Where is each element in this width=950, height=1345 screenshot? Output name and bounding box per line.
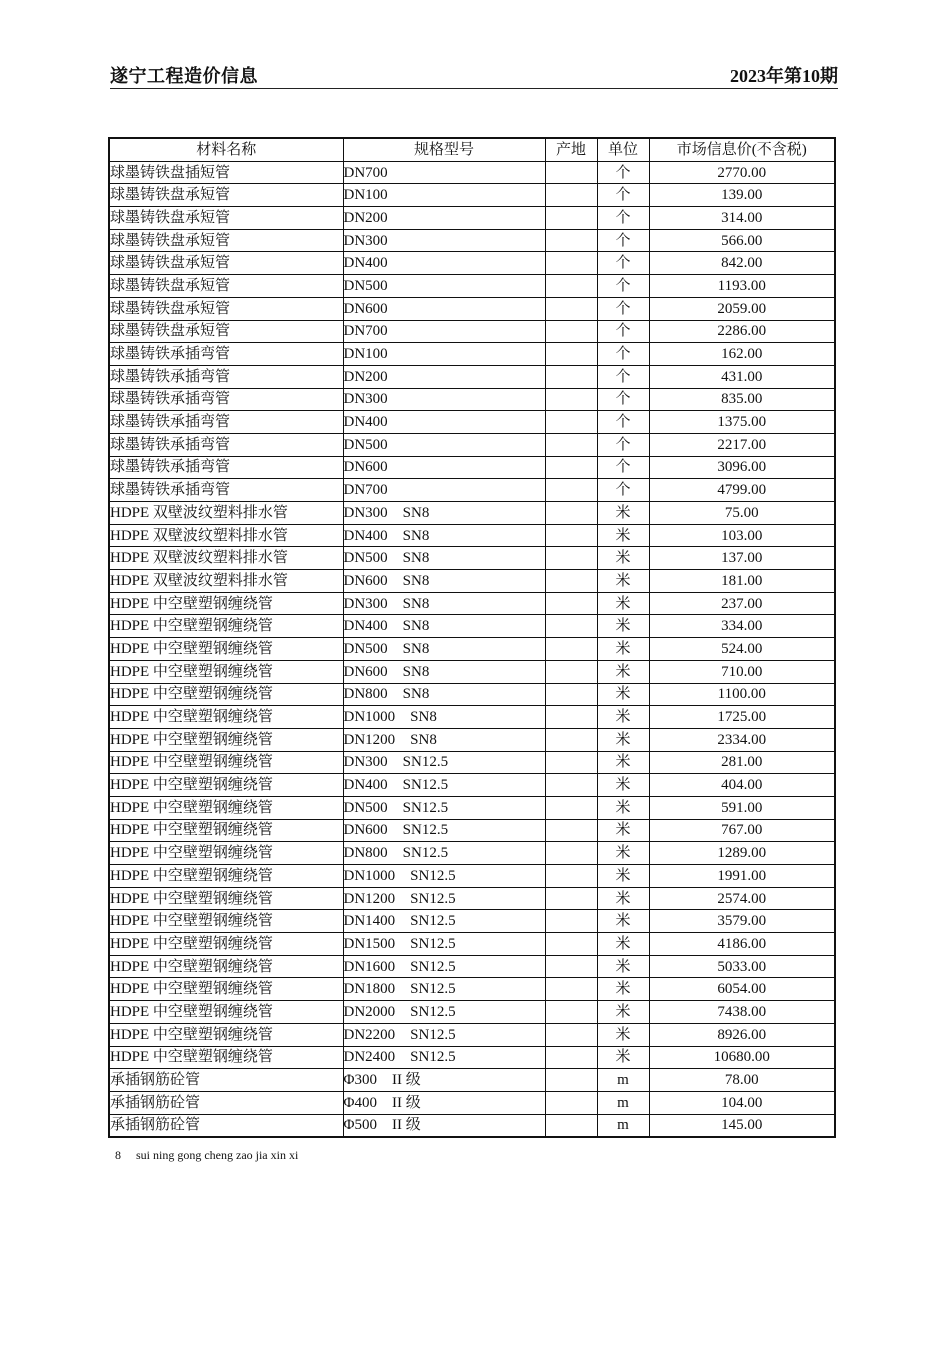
spec-cell: DN600 SN12.5: [343, 819, 545, 842]
origin-cell: [545, 252, 597, 275]
spec-cell: DN500: [343, 275, 545, 298]
price-cell: 2770.00: [649, 161, 835, 184]
table-row: [109, 343, 835, 366]
unit-cell: 米: [597, 1001, 649, 1024]
unit-cell: 米: [597, 502, 649, 525]
unit-cell: 个: [597, 297, 649, 320]
material-name-cell: 球墨铸铁盘承短管: [109, 229, 343, 252]
price-cell: 5033.00: [649, 955, 835, 978]
price-cell: 162.00: [649, 343, 835, 366]
table-row: [109, 910, 835, 933]
material-name-cell: 球墨铸铁盘承短管: [109, 275, 343, 298]
spec-cell: Φ300 II 级: [343, 1069, 545, 1092]
spec-cell: DN2400 SN12.5: [343, 1046, 545, 1069]
material-name-cell: HDPE 中空壁塑钢缠绕管: [109, 978, 343, 1001]
material-name-cell: HDPE 中空壁塑钢缠绕管: [109, 728, 343, 751]
price-cell: 591.00: [649, 796, 835, 819]
spec-cell: DN700: [343, 320, 545, 343]
material-name-cell: HDPE 中空壁塑钢缠绕管: [109, 910, 343, 933]
material-name-cell: 承插钢筋砼管: [109, 1091, 343, 1114]
table-row: [109, 456, 835, 479]
price-cell: 104.00: [649, 1091, 835, 1114]
origin-cell: [545, 660, 597, 683]
spec-cell: DN200: [343, 365, 545, 388]
material-name-cell: 球墨铸铁承插弯管: [109, 479, 343, 502]
unit-cell: 个: [597, 411, 649, 434]
origin-cell: [545, 933, 597, 956]
spec-cell: DN500 SN8: [343, 547, 545, 570]
material-name-cell: 球墨铸铁承插弯管: [109, 365, 343, 388]
unit-cell: 个: [597, 320, 649, 343]
price-cell: 6054.00: [649, 978, 835, 1001]
origin-cell: [545, 184, 597, 207]
price-cell: 281.00: [649, 751, 835, 774]
unit-cell: 米: [597, 887, 649, 910]
unit-cell: 米: [597, 638, 649, 661]
price-cell: 3096.00: [649, 456, 835, 479]
unit-cell: 个: [597, 456, 649, 479]
origin-cell: [545, 1001, 597, 1024]
spec-cell: DN1600 SN12.5: [343, 955, 545, 978]
price-cell: 2286.00: [649, 320, 835, 343]
origin-cell: [545, 1023, 597, 1046]
table-row: [109, 751, 835, 774]
material-name-cell: HDPE 中空壁塑钢缠绕管: [109, 683, 343, 706]
table-row: [109, 365, 835, 388]
origin-cell: [545, 592, 597, 615]
table-row: [109, 1114, 835, 1137]
material-name-cell: HDPE 双壁波纹塑料排水管: [109, 502, 343, 525]
table-body: [109, 161, 835, 1137]
spec-cell: DN600 SN8: [343, 660, 545, 683]
material-name-cell: 承插钢筋砼管: [109, 1069, 343, 1092]
origin-cell: [545, 433, 597, 456]
publication-title: 遂宁工程造价信息: [110, 66, 258, 86]
table-row: [109, 184, 835, 207]
origin-cell: [545, 388, 597, 411]
origin-cell: [545, 524, 597, 547]
unit-cell: 米: [597, 592, 649, 615]
unit-cell: 米: [597, 683, 649, 706]
unit-cell: 米: [597, 955, 649, 978]
column-header-origin: 产地: [545, 138, 597, 161]
table-row: [109, 978, 835, 1001]
price-cell: 78.00: [649, 1069, 835, 1092]
origin-cell: [545, 365, 597, 388]
table-row: [109, 1046, 835, 1069]
price-cell: 8926.00: [649, 1023, 835, 1046]
column-header-name: 材料名称: [109, 138, 343, 161]
material-name-cell: 承插钢筋砼管: [109, 1114, 343, 1137]
origin-cell: [545, 774, 597, 797]
spec-cell: DN1400 SN12.5: [343, 910, 545, 933]
table-row: [109, 275, 835, 298]
origin-cell: [545, 955, 597, 978]
price-cell: 2059.00: [649, 297, 835, 320]
unit-cell: 个: [597, 161, 649, 184]
origin-cell: [545, 615, 597, 638]
table-row: [109, 887, 835, 910]
unit-cell: 米: [597, 524, 649, 547]
material-name-cell: HDPE 中空壁塑钢缠绕管: [109, 592, 343, 615]
price-cell: 566.00: [649, 229, 835, 252]
spec-cell: Φ400 II 级: [343, 1091, 545, 1114]
material-name-cell: HDPE 中空壁塑钢缠绕管: [109, 887, 343, 910]
material-name-cell: HDPE 中空壁塑钢缠绕管: [109, 933, 343, 956]
table-row: [109, 933, 835, 956]
spec-cell: DN300 SN12.5: [343, 751, 545, 774]
material-name-cell: 球墨铸铁盘承短管: [109, 320, 343, 343]
spec-cell: DN600: [343, 297, 545, 320]
table-row: [109, 683, 835, 706]
unit-cell: 米: [597, 751, 649, 774]
spec-cell: DN400: [343, 252, 545, 275]
price-cell: 139.00: [649, 184, 835, 207]
spec-cell: DN1000 SN12.5: [343, 865, 545, 888]
origin-cell: [545, 502, 597, 525]
price-cell: 181.00: [649, 570, 835, 593]
table-row: [109, 252, 835, 275]
origin-cell: [545, 207, 597, 230]
origin-cell: [545, 887, 597, 910]
price-cell: 835.00: [649, 388, 835, 411]
spec-cell: DN400 SN8: [343, 524, 545, 547]
price-cell: 137.00: [649, 547, 835, 570]
material-name-cell: HDPE 双壁波纹塑料排水管: [109, 524, 343, 547]
spec-cell: DN2200 SN12.5: [343, 1023, 545, 1046]
price-cell: 2334.00: [649, 728, 835, 751]
unit-cell: 个: [597, 184, 649, 207]
spec-cell: DN300: [343, 388, 545, 411]
spec-cell: DN500 SN12.5: [343, 796, 545, 819]
unit-cell: 米: [597, 910, 649, 933]
unit-cell: m: [597, 1069, 649, 1092]
table-row: [109, 1069, 835, 1092]
table-row: [109, 229, 835, 252]
spec-cell: DN100: [343, 184, 545, 207]
spec-cell: DN400 SN12.5: [343, 774, 545, 797]
table-row: [109, 1091, 835, 1114]
price-cell: 103.00: [649, 524, 835, 547]
table-row: [109, 433, 835, 456]
page-footer: [115, 1148, 298, 1163]
table-row: [109, 411, 835, 434]
table-row: [109, 547, 835, 570]
spec-cell: DN600 SN8: [343, 570, 545, 593]
spec-cell: DN100: [343, 343, 545, 366]
price-cell: 4799.00: [649, 479, 835, 502]
unit-cell: 米: [597, 842, 649, 865]
origin-cell: [545, 411, 597, 434]
table-row: [109, 297, 835, 320]
price-cell: 710.00: [649, 660, 835, 683]
price-cell: 237.00: [649, 592, 835, 615]
price-cell: 334.00: [649, 615, 835, 638]
origin-cell: [545, 1069, 597, 1092]
spec-cell: Φ500 II 级: [343, 1114, 545, 1137]
table-row: [109, 638, 835, 661]
table-row: [109, 774, 835, 797]
price-cell: 4186.00: [649, 933, 835, 956]
origin-cell: [545, 320, 597, 343]
table-row: [109, 570, 835, 593]
table-row: [109, 388, 835, 411]
unit-cell: 米: [597, 706, 649, 729]
material-name-cell: HDPE 中空壁塑钢缠绕管: [109, 774, 343, 797]
price-cell: 1991.00: [649, 865, 835, 888]
origin-cell: [545, 751, 597, 774]
price-cell: 75.00: [649, 502, 835, 525]
material-name-cell: 球墨铸铁承插弯管: [109, 433, 343, 456]
origin-cell: [545, 1114, 597, 1137]
price-cell: 2217.00: [649, 433, 835, 456]
material-name-cell: HDPE 中空壁塑钢缠绕管: [109, 706, 343, 729]
origin-cell: [545, 728, 597, 751]
column-header-price: 市场信息价(不含税): [649, 138, 835, 161]
unit-cell: 个: [597, 229, 649, 252]
price-cell: 767.00: [649, 819, 835, 842]
spec-cell: DN600: [343, 456, 545, 479]
origin-cell: [545, 910, 597, 933]
table-header-row: [109, 138, 835, 161]
origin-cell: [545, 547, 597, 570]
price-cell: 10680.00: [649, 1046, 835, 1069]
spec-cell: DN400: [343, 411, 545, 434]
material-name-cell: HDPE 双壁波纹塑料排水管: [109, 547, 343, 570]
unit-cell: 米: [597, 978, 649, 1001]
table-row: [109, 161, 835, 184]
origin-cell: [545, 978, 597, 1001]
unit-cell: m: [597, 1114, 649, 1137]
spec-cell: DN1500 SN12.5: [343, 933, 545, 956]
material-name-cell: HDPE 中空壁塑钢缠绕管: [109, 615, 343, 638]
material-name-cell: 球墨铸铁承插弯管: [109, 343, 343, 366]
column-header-spec: 规格型号: [343, 138, 545, 161]
material-name-cell: 球墨铸铁承插弯管: [109, 456, 343, 479]
unit-cell: 米: [597, 660, 649, 683]
spec-cell: DN1200 SN8: [343, 728, 545, 751]
origin-cell: [545, 456, 597, 479]
origin-cell: [545, 297, 597, 320]
table-row: [109, 479, 835, 502]
material-name-cell: 球墨铸铁盘承短管: [109, 252, 343, 275]
origin-cell: [545, 570, 597, 593]
origin-cell: [545, 479, 597, 502]
table-row: [109, 796, 835, 819]
unit-cell: 个: [597, 275, 649, 298]
price-cell: 2574.00: [649, 887, 835, 910]
spec-cell: DN1800 SN12.5: [343, 978, 545, 1001]
unit-cell: 米: [597, 796, 649, 819]
spec-cell: DN500 SN8: [343, 638, 545, 661]
origin-cell: [545, 865, 597, 888]
unit-cell: 米: [597, 728, 649, 751]
table-row: [109, 728, 835, 751]
material-name-cell: HDPE 中空壁塑钢缠绕管: [109, 842, 343, 865]
table-row: [109, 865, 835, 888]
unit-cell: 米: [597, 547, 649, 570]
spec-cell: DN700: [343, 479, 545, 502]
unit-cell: 个: [597, 252, 649, 275]
material-name-cell: HDPE 中空壁塑钢缠绕管: [109, 1001, 343, 1024]
price-cell: 3579.00: [649, 910, 835, 933]
material-name-cell: HDPE 中空壁塑钢缠绕管: [109, 660, 343, 683]
page-number: 8: [115, 1148, 121, 1162]
unit-cell: 米: [597, 819, 649, 842]
origin-cell: [545, 275, 597, 298]
unit-cell: 米: [597, 774, 649, 797]
price-cell: 7438.00: [649, 1001, 835, 1024]
table-row: [109, 660, 835, 683]
unit-cell: 米: [597, 933, 649, 956]
table-row: [109, 955, 835, 978]
origin-cell: [545, 1091, 597, 1114]
spec-cell: DN200: [343, 207, 545, 230]
price-cell: 404.00: [649, 774, 835, 797]
unit-cell: 米: [597, 570, 649, 593]
unit-cell: 个: [597, 388, 649, 411]
material-name-cell: 球墨铸铁盘插短管: [109, 161, 343, 184]
issue-label: 2023年第10期: [730, 66, 838, 86]
price-cell: 1375.00: [649, 411, 835, 434]
table-row: [109, 615, 835, 638]
unit-cell: 米: [597, 865, 649, 888]
spec-cell: DN300: [343, 229, 545, 252]
unit-cell: 个: [597, 207, 649, 230]
unit-cell: 米: [597, 1046, 649, 1069]
unit-cell: 个: [597, 479, 649, 502]
spec-cell: DN2000 SN12.5: [343, 1001, 545, 1024]
material-name-cell: HDPE 中空壁塑钢缠绕管: [109, 865, 343, 888]
page-header: [110, 58, 838, 89]
material-name-cell: 球墨铸铁盘承短管: [109, 184, 343, 207]
price-cell: 524.00: [649, 638, 835, 661]
spec-cell: DN300 SN8: [343, 592, 545, 615]
table-row: [109, 819, 835, 842]
price-cell: 145.00: [649, 1114, 835, 1137]
origin-cell: [545, 683, 597, 706]
origin-cell: [545, 161, 597, 184]
table-row: [109, 524, 835, 547]
unit-cell: 个: [597, 343, 649, 366]
spec-cell: DN500: [343, 433, 545, 456]
spec-cell: DN400 SN8: [343, 615, 545, 638]
origin-cell: [545, 229, 597, 252]
price-cell: 842.00: [649, 252, 835, 275]
column-header-unit: 单位: [597, 138, 649, 161]
table-row: [109, 1023, 835, 1046]
origin-cell: [545, 638, 597, 661]
origin-cell: [545, 706, 597, 729]
table-row: [109, 842, 835, 865]
material-name-cell: 球墨铸铁盘承短管: [109, 297, 343, 320]
price-cell: 1289.00: [649, 842, 835, 865]
table-row: [109, 207, 835, 230]
spec-cell: DN800 SN8: [343, 683, 545, 706]
material-name-cell: HDPE 双壁波纹塑料排水管: [109, 570, 343, 593]
price-cell: 1725.00: [649, 706, 835, 729]
table-row: [109, 1001, 835, 1024]
price-cell: 314.00: [649, 207, 835, 230]
spec-cell: DN1200 SN12.5: [343, 887, 545, 910]
origin-cell: [545, 343, 597, 366]
spec-cell: DN700: [343, 161, 545, 184]
material-name-cell: HDPE 中空壁塑钢缠绕管: [109, 751, 343, 774]
table-row: [109, 592, 835, 615]
material-name-cell: HDPE 中空壁塑钢缠绕管: [109, 1046, 343, 1069]
material-name-cell: HDPE 中空壁塑钢缠绕管: [109, 796, 343, 819]
spec-cell: DN800 SN12.5: [343, 842, 545, 865]
origin-cell: [545, 796, 597, 819]
material-name-cell: 球墨铸铁承插弯管: [109, 411, 343, 434]
material-name-cell: HDPE 中空壁塑钢缠绕管: [109, 638, 343, 661]
footer-text: sui ning gong cheng zao jia xin xi: [136, 1148, 299, 1162]
spec-cell: DN1000 SN8: [343, 706, 545, 729]
origin-cell: [545, 819, 597, 842]
origin-cell: [545, 1046, 597, 1069]
table-row: [109, 502, 835, 525]
price-cell: 431.00: [649, 365, 835, 388]
table-row: [109, 320, 835, 343]
material-name-cell: 球墨铸铁盘承短管: [109, 207, 343, 230]
material-name-cell: 球墨铸铁承插弯管: [109, 388, 343, 411]
material-name-cell: HDPE 中空壁塑钢缠绕管: [109, 1023, 343, 1046]
unit-cell: 米: [597, 615, 649, 638]
unit-cell: 个: [597, 365, 649, 388]
price-table: [108, 137, 836, 1138]
price-cell: 1100.00: [649, 683, 835, 706]
unit-cell: 个: [597, 433, 649, 456]
unit-cell: 米: [597, 1023, 649, 1046]
table-row: [109, 706, 835, 729]
material-name-cell: HDPE 中空壁塑钢缠绕管: [109, 819, 343, 842]
material-name-cell: HDPE 中空壁塑钢缠绕管: [109, 955, 343, 978]
unit-cell: m: [597, 1091, 649, 1114]
origin-cell: [545, 842, 597, 865]
spec-cell: DN300 SN8: [343, 502, 545, 525]
price-cell: 1193.00: [649, 275, 835, 298]
